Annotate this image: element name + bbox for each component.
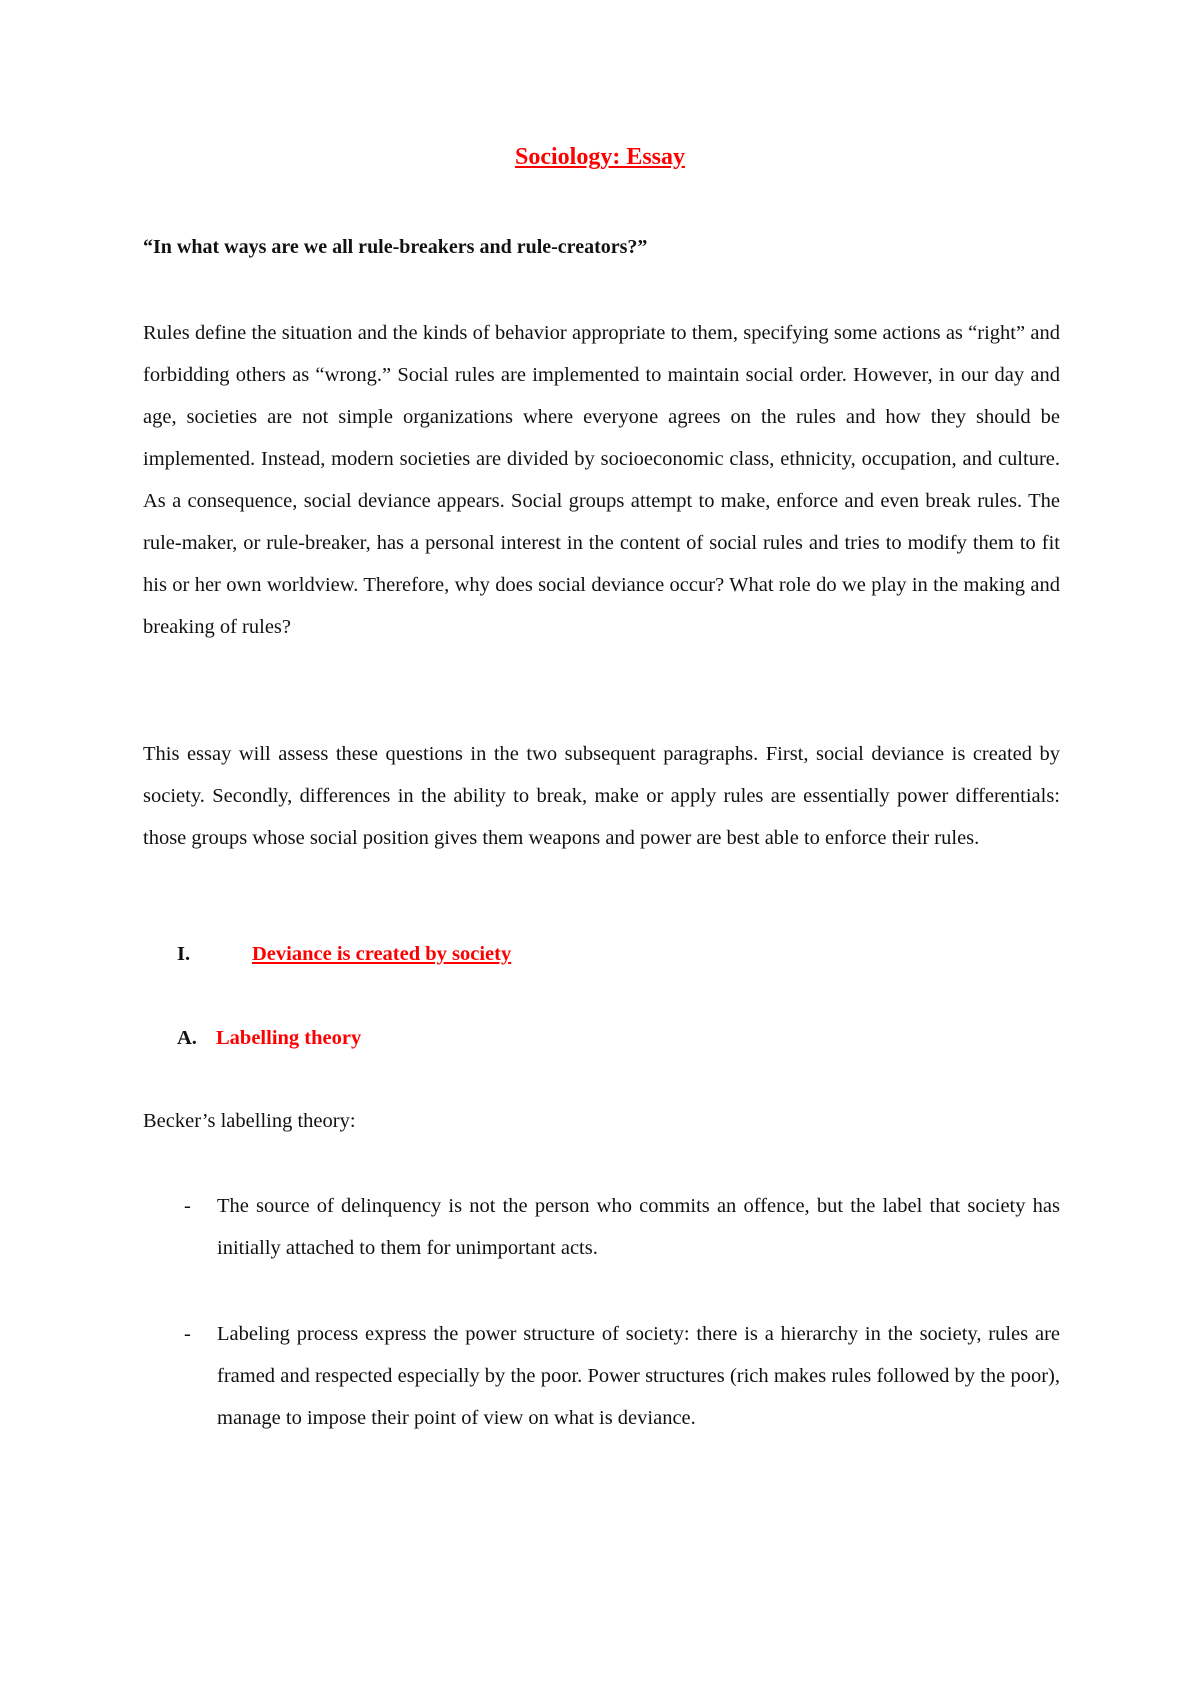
list-item bbox=[143, 1313, 1060, 1439]
section-title: Deviance is created by society bbox=[252, 943, 512, 965]
paragraph-outline: This essay will assess these questions in the two subsequent paragraphs. First, social deviance is created by society. Secondly, differences in the ability to break, make or apply rules are essentially power differentials: those groups whose social position gives them weapons and power are best able to enforce their rules. bbox=[143, 743, 1060, 849]
bullet-dash: - bbox=[184, 1195, 191, 1217]
list-item bbox=[143, 1185, 1060, 1269]
bullet-text: Labeling process express the power structure of society: there is a hierarchy in the society, rules are framed and respected especially by the poor. Power structures (rich makes rules followed by the poor), manage to impose their point of view on what is deviance. bbox=[217, 1323, 1060, 1429]
subsection-title: Labelling theory bbox=[216, 1027, 362, 1049]
section-heading bbox=[177, 943, 511, 966]
labelling-intro-line: Becker’s labelling theory: bbox=[143, 1110, 356, 1132]
document-title: Sociology: Essay bbox=[514, 144, 685, 170]
subsection-heading bbox=[177, 1027, 361, 1050]
bullet-dash: - bbox=[184, 1323, 191, 1345]
bullet-text: The source of delinquency is not the person who commits an offence, but the label that society has initially attached to them for unimportant acts. bbox=[217, 1195, 1060, 1259]
section-number: I. bbox=[177, 943, 191, 965]
paragraph-intro: Rules define the situation and the kinds of behavior appropriate to them, specifying some actions as “right” and forbidding others as “wrong.” Social rules are implemented to maintain social order. However, in our day and age, societies are not simple organizations where everyone agrees on the rules and how they should be implemented. Instead, modern societies are divided by socioeconomic class, ethnicity, occupation, and culture. As a consequence, social deviance appears. Social groups attempt to make, enforce and even break rules. The rule-maker, or rule-breaker, has a personal interest in the content of social rules and tries to modify them to fit his or her own worldview. Therefore, why does social deviance occur? What role do we play in the making and breaking of rules? bbox=[143, 322, 1060, 638]
essay-question: “In what ways are we all rule-breakers and rule-creators?” bbox=[143, 236, 648, 258]
subsection-number: A. bbox=[177, 1027, 197, 1049]
